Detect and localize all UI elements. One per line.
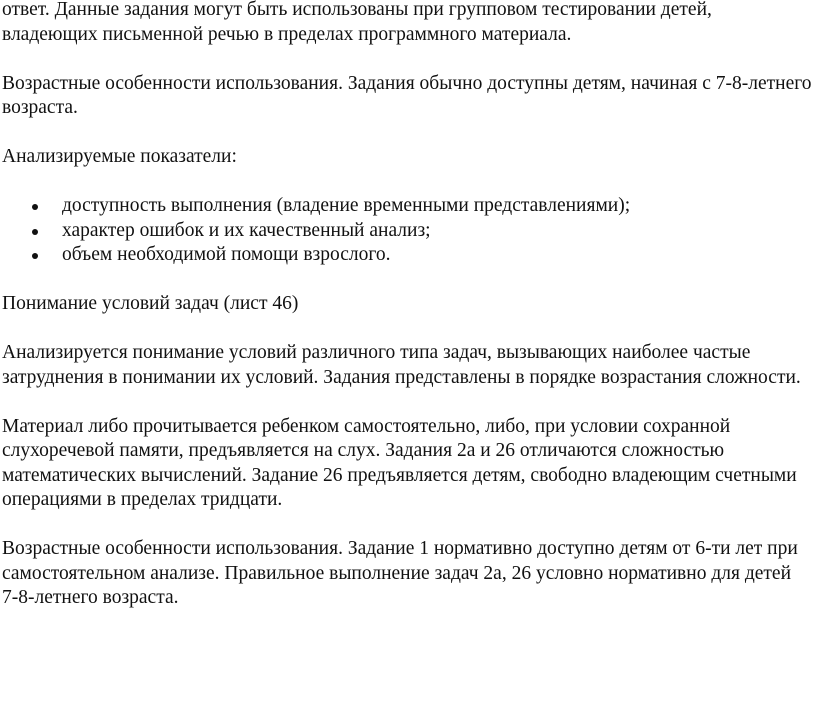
bullet-icon — [32, 253, 38, 259]
list-item — [2, 219, 812, 244]
list-item-text: доступность выполнения (владение временными представлениями); — [62, 195, 631, 216]
bullet-icon — [32, 229, 38, 235]
paragraph-indicators-heading: Анализируемые показатели: — [2, 146, 237, 167]
bullet-icon — [32, 204, 38, 210]
list-item — [2, 243, 812, 268]
paragraph-material-presentation: Материал либо прочитывается ребенком самостоятельно, либо, при условии сохранной слухоречевой памяти, предъявляется на слух. Задания 2а и 26 отличаются сложностью математических вычислений. Задание 26 предъявляется детям, свободно владеющим счетными операциями в пределах тридцати. — [2, 415, 797, 510]
indicators-list — [2, 194, 812, 268]
list-item — [2, 194, 812, 219]
list-item-text: объем необходимой помощи взрослого. — [62, 244, 391, 265]
section-title-task-conditions: Понимание условий задач (лист 46) — [2, 293, 299, 314]
list-item-text: характер ошибок и их качественный анализ; — [62, 219, 431, 241]
document-page — [2, 0, 812, 635]
paragraph-group-testing: ответ. Данные задания могут быть использованы при групповом тестировании детей, владеющих письменной речью в пределах программного материала. — [2, 0, 712, 45]
paragraph-age-norms: Возрастные особенности использования. Задание 1 нормативно доступно детям от 6-ти лет при самостоятельном анализе. Правильное выполнение задач 2а, 26 условно нормативно для детей 7-8-летнего возраста. — [2, 538, 798, 608]
paragraph-age-features: Возрастные особенности использования. Задания обычно доступны детям, начиная с 7-8-летнего возраста. — [2, 72, 812, 118]
paragraph-analysis-description: Анализируется понимание условий различного типа задач, вызывающих наиболее частые затруднения в понимании их условий. Задания представлены в порядке возрастания сложности. — [2, 342, 801, 388]
